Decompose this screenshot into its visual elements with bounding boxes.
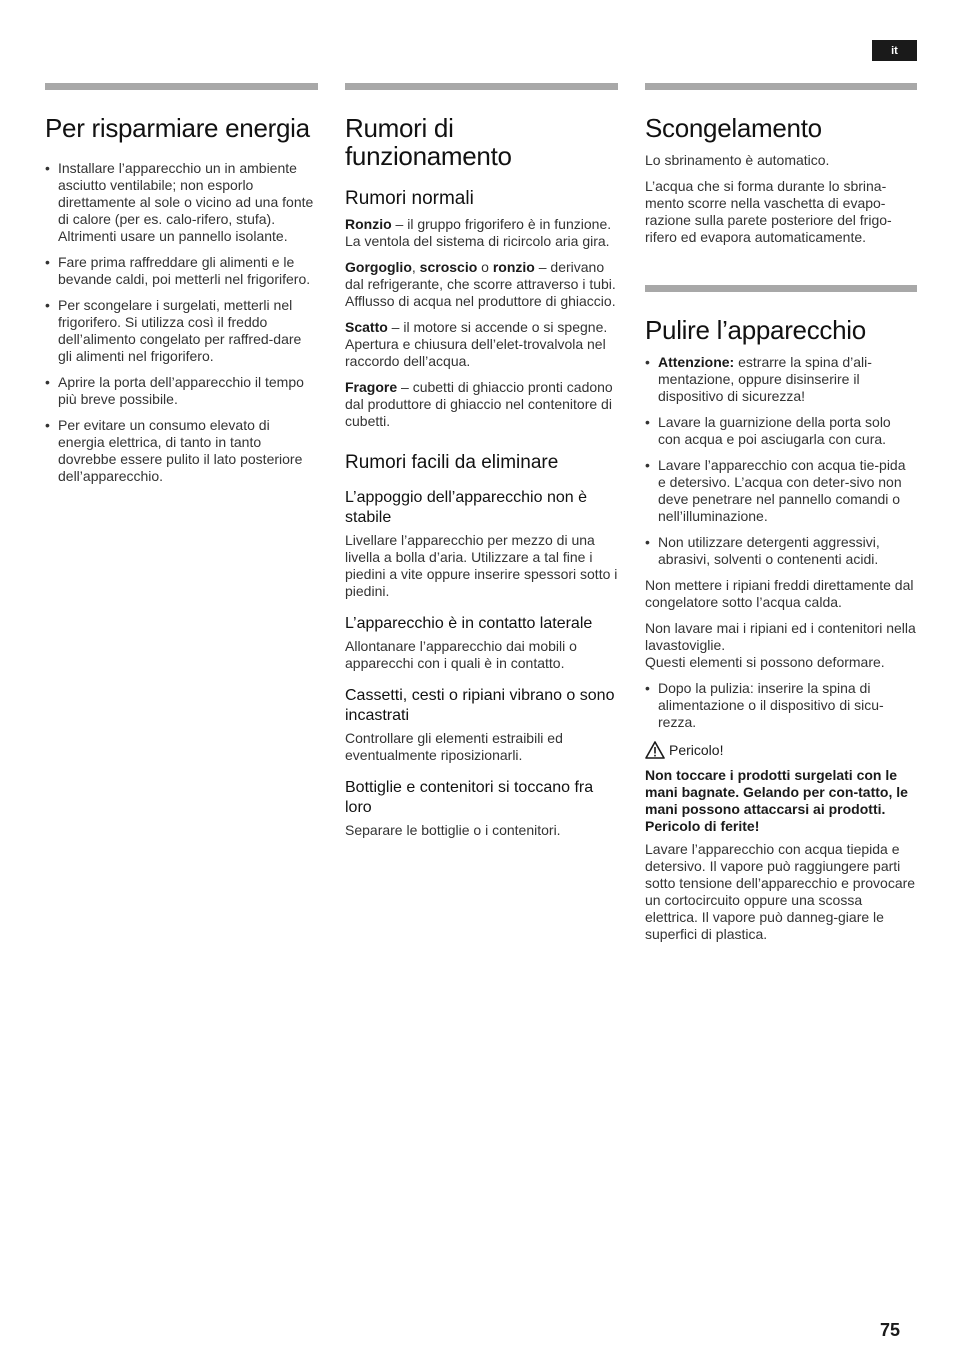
section-title-cleaning: Pulire l’apparecchio	[645, 315, 866, 345]
section-title-defrost: Scongelamento	[645, 113, 822, 143]
separator: ,	[411, 259, 420, 275]
subheading-easy-noises: Rumori facili da eliminare	[345, 452, 559, 473]
text-scatto: – il motore si accende o si spegne. Apertura e chiusura dell’elet-trovalvola nel raccordo dell’acqua.	[345, 319, 608, 369]
noise-item-text: Separare le bottiglie o i contenitori.	[345, 822, 561, 838]
text-fragore: – cubetti di ghiaccio pronti cadono dal produttore di ghiaccio nel contenitore di cubetti.	[345, 379, 613, 429]
column-defrost-cleaning	[645, 83, 917, 952]
text-gorgoglio: – derivano dal refrigerante, che scorre attraverso i tubi. Afflusso di acqua nel produttore di ghiaccio.	[345, 259, 616, 309]
page-number: 75	[880, 1320, 901, 1340]
term-scatto: Scatto	[345, 319, 388, 335]
term-scroscio: scroscio	[419, 259, 478, 275]
cleaning-list-2	[645, 680, 917, 731]
noise-item-title: L’apparecchio è in contatto laterale	[345, 615, 593, 632]
section-divider-bar	[345, 83, 618, 90]
list-item: • Lavare la guarnizione della porta solo con acqua e poi asciugarla con cura.	[645, 414, 917, 448]
paragraph-fragore	[345, 379, 618, 430]
list-item: • Lavare l’apparecchio con acqua tie-pida e detersivo. L’acqua con deter-sivo non deve penetrare nel pannello comandi o nell’illuminazione.	[645, 457, 917, 525]
separator: o	[477, 259, 493, 275]
column-noises	[345, 83, 618, 848]
list-item: • Per evitare un consumo elevato di energia elettrica, di tanto in tanto dovrebbe essere pulito il lato posteriore dell’apparecchio.	[45, 417, 318, 485]
warning-heading	[645, 741, 917, 759]
column-energy-saving	[45, 83, 318, 494]
warning-bold-text: Non toccare i prodotti surgelati con le mani bagnate. Gelando per con-tatto, le mani possono attaccarsi ai prodotti. Pericolo di ferite!	[645, 767, 908, 834]
section-title-noises: Rumori di funzionamento	[345, 113, 512, 171]
list-item: • Installare l’apparecchio un in ambiente asciutto ventilabile; non esporlo direttamente al sole o vicino ad una fonte di calore (per es. calo-rifero, stufa). Altrimenti usare un pannello isolante.	[45, 160, 318, 245]
language-tag: it	[872, 40, 917, 61]
list-item-text: estrarre la spina d’ali-mentazione, oppure disinserire il dispositivo di sicurezza!	[658, 354, 872, 404]
list-item: • Per scongelare i surgelati, metterli nel frigorifero. Si utilizza così il freddo dell’alimento congelato per raffred-dare gli alimenti nel frigorifero.	[45, 297, 318, 365]
term-gorgoglio: Gorgoglio	[345, 259, 412, 275]
paragraph: Non lavare mai i ripiani ed i contenitori nella lavastoviglie.	[645, 620, 916, 653]
text-ronzio: – il gruppo frigorifero è in funzione. La ventola del sistema di ricircolo aria gira.	[345, 216, 612, 249]
term-ronzio-2: ronzio	[492, 259, 535, 275]
paragraph-ronzio	[345, 216, 618, 250]
noise-item-title: Cassetti, cesti o ripiani vibrano o sono incastrati	[345, 687, 615, 724]
section-divider-bar	[645, 83, 917, 90]
noise-item-text: Livellare l’apparecchio per mezzo di una livella a bolla d’aria. Utilizzare a tal fine i piedini a vite oppure inserire spessori sotto i piedini.	[345, 532, 618, 599]
noise-item-title: L’appoggio dell’apparecchio non è stabile	[345, 489, 587, 526]
section-divider-bar	[45, 83, 318, 90]
list-item: • Aprire la porta dell’apparecchio il tempo più breve possibile.	[45, 374, 318, 408]
subheading-normal-noises: Rumori normali	[345, 188, 474, 209]
section-title-energy: Per risparmiare energia	[45, 113, 310, 143]
noise-item-text: Allontanare l’apparecchio dai mobili o apparecchi con i quali è in contatto.	[345, 638, 577, 671]
warning-label: Pericolo!	[669, 741, 724, 758]
cleaning-list	[645, 354, 917, 568]
warning-triangle-icon	[645, 741, 665, 759]
noise-item-text: Controllare gli elementi estraibili ed eventualmente riposizionarli.	[345, 730, 563, 763]
paragraph: Lo sbrinamento è automatico.	[645, 152, 830, 168]
term-attention: Attenzione:	[658, 354, 735, 370]
term-ronzio: Ronzio	[345, 216, 392, 232]
energy-tips-list	[45, 160, 318, 485]
paragraph: Lavare l’apparecchio con acqua tiepida e detersivo. Il vapore può raggiungere parti sotto tensione dell’apparecchio e provocare un cortocircuito oppure una scossa elettrica. Il vapore può danneg-giare le superfici di plastica.	[645, 841, 916, 942]
paragraph: Questi elementi si possono deformare.	[645, 654, 885, 670]
list-item: • Dopo la pulizia: inserire la spina di alimentazione o il dispositivo di sicu-rezza.	[645, 680, 917, 731]
list-item	[645, 354, 917, 405]
noise-item-title: Bottiglie e contenitori si toccano fra loro	[345, 779, 594, 816]
paragraph-scatto	[345, 319, 618, 370]
paragraph-gorgoglio	[345, 259, 618, 310]
paragraph: Non mettere i ripiani freddi direttamente dal congelatore sotto l’acqua calda.	[645, 577, 914, 610]
paragraph: L’acqua che si forma durante lo sbrina-mento scorre nella vaschetta di evapo-razione sulla parete posteriore del frigo-rifero ed evapora automaticamente.	[645, 178, 892, 245]
list-item: • Fare prima raffreddare gli alimenti e le bevande caldi, poi metterli nel frigorifero.	[45, 254, 318, 288]
term-fragore: Fragore	[345, 379, 398, 395]
section-divider-bar	[645, 285, 917, 292]
list-item: • Non utilizzare detergenti aggressivi, abrasivi, solventi o contenenti acidi.	[645, 534, 917, 568]
